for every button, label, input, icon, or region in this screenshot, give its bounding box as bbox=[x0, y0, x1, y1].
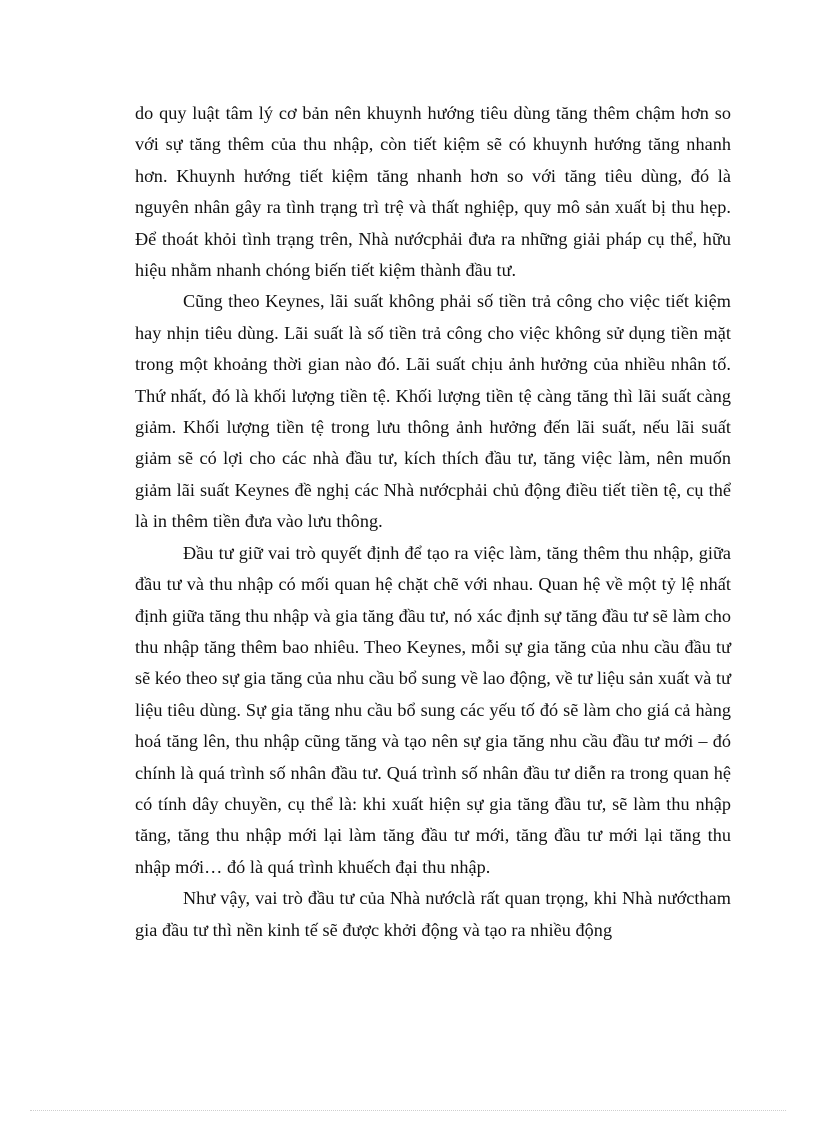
paragraph-state-role: Như vậy, vai trò đầu tư của Nhà nướclà rất quan trọng, khi Nhà nướctham gia đầu tư thì nền kinh tế sẽ được khởi động và tạo ra nhiều động bbox=[135, 888, 731, 940]
footer-dotted-rule bbox=[30, 1110, 786, 1111]
paragraph-continuation: do quy luật tâm lý cơ bản nên khuynh hướng tiêu dùng tăng thêm chậm hơn so với sự tăng thêm của thu nhập, còn tiết kiệm sẽ có khuynh hướng tăng nhanh hơn. Khuynh hướng tiết kiệm tăng nhanh hơn so với tăng tiêu dùng, đó là nguyên nhân gây ra tình trạng trì trệ và thất nghiệp, quy mô sản xuất bị thu hẹp. Để thoát khỏi tình trạng trên, Nhà nướcphải đưa ra những giải pháp cụ thể, hữu hiệu nhằm nhanh chóng biến tiết kiệm thành đầu tư. bbox=[135, 103, 731, 281]
paragraph-interest-rate: Cũng theo Keynes, lãi suất không phải số tiền trả công cho việc tiết kiệm hay nhịn tiêu dùng. Lãi suất là số tiền trả công cho việc không sử dụng tiền mặt trong một khoảng thời gian nào đó. Lãi suất chịu ảnh hưởng của nhiều nhân tố. Thứ nhất, đó là khối lượng tiền tệ. Khối lượng tiền tệ càng tăng thì lãi suất càng giảm. Khối lượng tiền tệ trong lưu thông ảnh hưởng đến lãi suất, nếu lãi suất giảm sẽ có lợi cho các nhà đầu tư, kích thích đầu tư, tăng việc làm, nên muốn giảm lãi suất Keynes đề nghị các Nhà nướcphải chủ động điều tiết tiền tệ, cụ thể là in thêm tiền đưa vào lưu thông. bbox=[135, 291, 731, 532]
body-text bbox=[135, 98, 731, 946]
paragraph-investment-multiplier: Đầu tư giữ vai trò quyết định để tạo ra việc làm, tăng thêm thu nhập, giữa đầu tư và thu nhập có mối quan hệ chặt chẽ với nhau. Quan hệ về một tỷ lệ nhất định giữa tăng thu nhập và gia tăng đầu tư, nó xác định sự tăng đầu tư sẽ làm cho thu nhập tăng thêm bao nhiêu. Theo Keynes, mỗi sự gia tăng của nhu cầu đầu tư sẽ kéo theo sự gia tăng của nhu cầu bổ sung về lao động, về tư liệu sản xuất và tư liệu tiêu dùng. Sự gia tăng nhu cầu bổ sung các yếu tố đó sẽ làm cho giá cả hàng hoá tăng lên, thu nhập cũng tăng và tạo nên sự gia tăng nhu cầu đầu tư mới – đó chính là quá trình số nhân đầu tư. Quá trình số nhân đầu tư diễn ra trong quan hệ có tính dây chuyền, cụ thể là: khi xuất hiện sự gia tăng đầu tư, sẽ làm thu nhập tăng, tăng thu nhập mới lại làm tăng đầu tư mới, tăng đầu tư mới lại tăng thu nhập mới… đó là quá trình khuếch đại thu nhập. bbox=[135, 542, 731, 877]
